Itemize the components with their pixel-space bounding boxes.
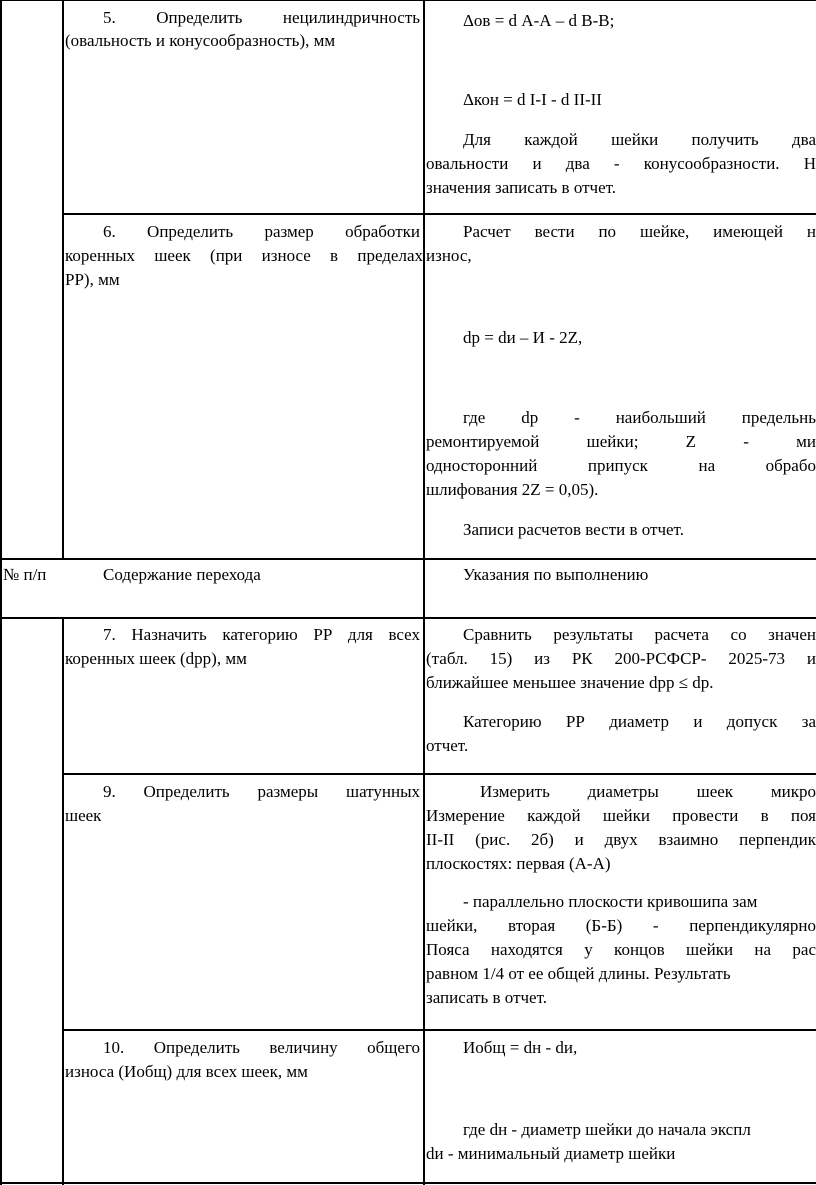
row7-instr-line-1: Сравнить результаты расчета со значен (463, 625, 816, 644)
row6-calc-line-1: Расчет вести по шейке, имеющей н (463, 222, 816, 241)
row7-category-line-1: Категорию РР диаметр и допуск за (463, 712, 816, 731)
row-divider-10 (62, 1029, 816, 1031)
row6-where-line-1: где dр - наибольший предельнь (463, 408, 816, 427)
header-instructions: Указания по выполнению (463, 565, 649, 584)
row-divider-9 (62, 773, 816, 775)
row9-more-line-4: равном 1/4 от ее общей длины. Результать (426, 964, 731, 983)
header-content: Содержание перехода (103, 565, 261, 584)
column-divider-2 (423, 0, 425, 1185)
row6-where-line-3: односторонний припуск на обрабо (426, 456, 816, 475)
table-border-left (0, 0, 2, 1185)
row7-instr-line-3: ближайшее меньшее значение dрр ≤ dр. (426, 673, 714, 692)
row6-formula: dр = dи – И - 2Z, (463, 328, 583, 347)
row9-more-line-5: записать в отчет. (426, 988, 548, 1007)
table-border-bottom (0, 1182, 816, 1184)
row7-content-line-1: 7. Назначить категорию РР для всех (103, 625, 420, 644)
row-divider-6 (62, 213, 816, 215)
row9-more-line-2: шейки, вторая (Б-Б) - перпендикулярно (426, 916, 816, 935)
row-divider-header-bottom (0, 617, 816, 619)
column-divider-1 (62, 0, 64, 559)
row6-records: Записи расчетов вести в отчет. (463, 520, 684, 539)
row7-instr-line-2: (табл. 15) из РК 200-РСФСР- 2025-73 и (426, 649, 816, 668)
row5-note-line-1: Для каждой шейки получить два (463, 130, 816, 149)
row10-formula: Иобщ = dн - dи, (463, 1038, 578, 1057)
row9-instr-line-2: Измерение каждой шейки провести в поя (426, 806, 816, 825)
row5-content-line-1: 5. Определить нецилиндричность (103, 8, 420, 27)
row5-note-line-2: овальности и два - конусообразности. Н (426, 154, 816, 173)
row5-formula-cone: Δкон = d I-I - d II-II (463, 90, 602, 109)
column-divider-1b (62, 618, 64, 1185)
row6-content-line-3: РР), мм (65, 270, 120, 289)
row10-where-line-1: где dн - диаметр шейки до начала экспл (463, 1120, 751, 1139)
row6-calc-line-2: износ, (426, 246, 472, 265)
row9-content-line-2: шеек (65, 806, 102, 825)
row5-formula-oval: Δов = d А-А – d В-В; (463, 11, 615, 30)
row6-content-line-1: 6. Определить размер обработки (103, 222, 420, 241)
row9-instr-line-3: II-II (рис. 2б) и двух взаимно перпендик (426, 830, 816, 849)
row9-content-line-1: 9. Определить размеры шатунных (103, 782, 420, 801)
row9-instr-line-1: Измерить диаметры шеек микро (480, 782, 816, 801)
row-divider-header-top (0, 558, 816, 560)
table-border-top (0, 0, 816, 1)
row7-content-line-2: коренных шеек (dрр), мм (65, 649, 247, 668)
row7-category-line-2: отчет. (426, 736, 469, 755)
row10-content-line-1: 10. Определить величину общего (103, 1038, 420, 1057)
row10-where-line-2: dи - минимальный диаметр шейки (426, 1144, 676, 1163)
row9-instr-line-4: плоскостях: первая (А-А) (426, 854, 611, 873)
row9-more-line-1: - параллельно плоскости кривошипа зам (463, 892, 758, 911)
row6-where-line-4: шлифования 2Z = 0,05). (426, 480, 599, 499)
row10-content-line-2: износа (Иобщ) для всех шеек, мм (65, 1062, 308, 1081)
row5-note-line-3: значения записать в отчет. (426, 178, 617, 197)
row6-where-line-2: ремонтируемой шейки; Z - ми (426, 432, 816, 451)
row6-content-line-2: коренных шеек (при износе в пределах (65, 246, 423, 265)
row9-more-line-3: Пояса находятся у концов шейки на рас (426, 940, 816, 959)
header-number: № п/п (3, 565, 47, 584)
row5-content-line-2: (овальность и конусообразность), мм (65, 31, 336, 50)
